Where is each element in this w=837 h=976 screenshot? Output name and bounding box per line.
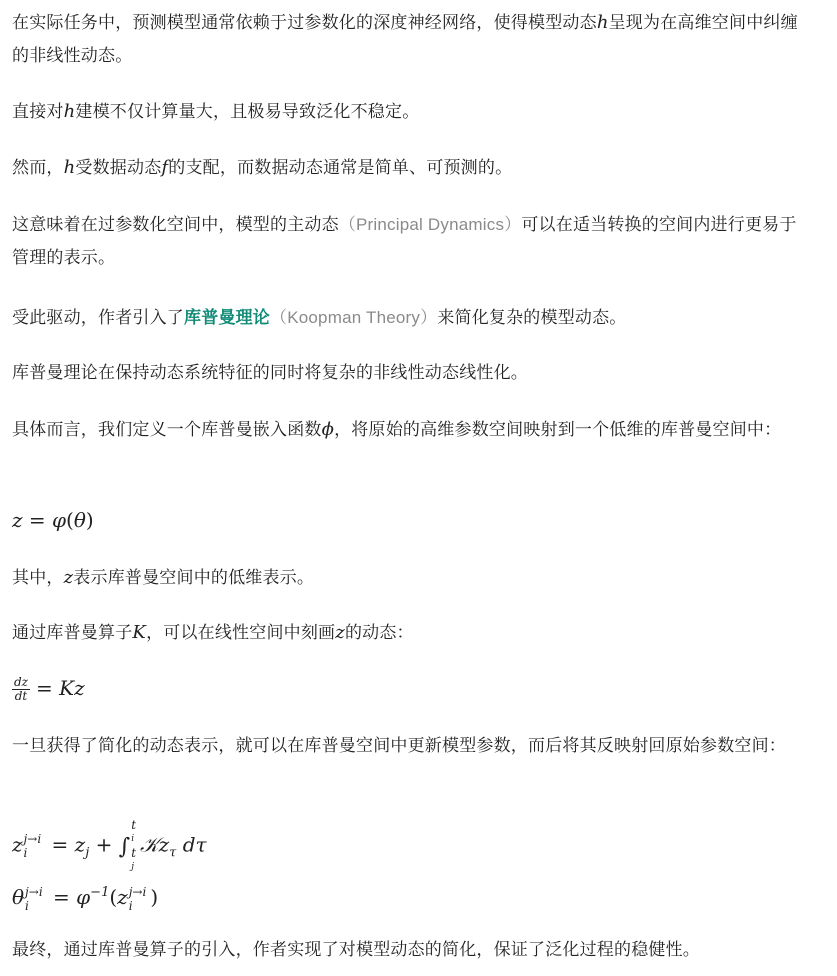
p10-text: 一旦获得了简化的动态表示，就可以在库普曼空间中更新模型参数，而后将其反映射回原始参数空间：: [12, 736, 786, 756]
eq4-arg-indices: [129, 885, 147, 913]
eq4-lhs-sub: i: [25, 898, 29, 913]
p7-text-a: 具体而言，我们定义一个库普曼嵌入函数: [12, 420, 322, 440]
eq4-func-sup: −1: [90, 885, 110, 900]
equation-embedding: [12, 503, 94, 537]
eq1-arg: θ: [73, 508, 86, 532]
p8-text-b: 表示库普曼空间中的低维表示。: [73, 568, 315, 588]
var-h: h: [63, 101, 76, 122]
eq3-operator: 𝒦: [140, 832, 159, 857]
p11-text: 最终，通过库普曼算子的引入，作者实现了对模型动态的简化，保证了泛化过程的稳健性。: [12, 940, 700, 960]
p4-text-a: 这意味着在过参数化空间中，模型的主动态: [12, 215, 339, 235]
eq1-close: ): [85, 508, 94, 532]
p3-text-b: 受数据动态: [75, 158, 162, 178]
eq4-open: (: [109, 885, 118, 909]
eq3-term1-sub: j: [85, 845, 90, 861]
eq3-var: z: [158, 832, 170, 857]
paragraph-2: [12, 95, 812, 129]
eq4-lhs-sup: j→i: [25, 884, 43, 899]
eq4-equals: =: [46, 885, 77, 909]
eq3-term1: z: [74, 832, 86, 857]
eq3-int-upper-sub: i: [131, 834, 135, 844]
p3-text-c: 的支配，而数据动态通常是简单、可预测的。: [168, 158, 513, 178]
highlight-koopman-theory: 库普曼理论: [184, 308, 270, 328]
eq4-close: ): [150, 885, 159, 909]
eq2-numerator: dz: [14, 675, 29, 689]
eq4-lhs: θ: [12, 885, 25, 909]
p3-text-a: 然而，: [12, 158, 64, 178]
p5-text-a: 受此驱动，作者引入了: [12, 308, 184, 328]
integral-sign: ∫: [118, 834, 131, 860]
p1-text-b: 呈现为在高维空间中纠缠的非线性动态。: [12, 13, 798, 66]
eq2-rhs: Kz: [59, 676, 85, 700]
p1-text-a: 在实际任务中，预测模型通常依赖于过参数化的深度神经网络，使得模型动态: [12, 13, 597, 33]
var-h: h: [63, 157, 76, 178]
var-f: f: [161, 157, 169, 178]
eq4-arg-sup: j→i: [128, 884, 147, 899]
eq1-lhs: z: [12, 508, 23, 532]
paragraph-8: [12, 561, 812, 595]
eq1-equals: =: [22, 508, 53, 532]
paragraph-1: [12, 6, 812, 73]
p9-text-a: 通过库普曼算子: [12, 623, 133, 643]
p2-text-a: 直接对: [12, 102, 64, 122]
eq3-lhs: z: [12, 832, 23, 857]
eq3-int-upper-var: t: [131, 818, 137, 832]
p9-text-c: 的动态：: [344, 623, 414, 643]
eq4-arg: z: [117, 885, 128, 909]
eq3-integral-limits: [131, 818, 136, 874]
p4-text-b: 可以在适当转换的空间内进行更易于管理的表示。: [12, 215, 797, 268]
paragraph-10: [12, 730, 817, 763]
eq3-lhs-sup: j→i: [23, 832, 42, 846]
p8-text-a: 其中，: [12, 568, 64, 588]
eq3-lhs-sub: i: [23, 846, 28, 860]
p6-text: 库普曼理论在保持动态系统特征的同时将复杂的非线性动态线性化。: [12, 363, 528, 383]
eq3-equals: =: [45, 832, 75, 857]
eq2-equals: =: [36, 676, 60, 700]
term-principal-dynamics: （Principal Dynamics）: [338, 215, 522, 234]
var-z: z: [63, 567, 74, 588]
paragraph-5: [12, 301, 812, 335]
paragraph-6: [12, 357, 812, 390]
eq4-arg-sub: i: [128, 898, 133, 913]
eq3-var-sub: τ: [169, 845, 177, 861]
var-z: z: [335, 622, 345, 643]
equation-inverse-mapping: [12, 876, 158, 914]
p5-text-b: 来简化复杂的模型动态。: [437, 308, 627, 328]
eq3-lhs-indices: [24, 832, 42, 860]
eq3-int-lower: [131, 846, 136, 874]
eq4-lhs-indices: [25, 885, 43, 913]
p7-text-b: ，将原始的高维参数空间映射到一个低维的库普曼空间中：: [334, 420, 782, 440]
term-koopman-theory: （Koopman Theory）: [270, 308, 438, 327]
eq1-func: φ: [52, 508, 67, 532]
var-phi: ϕ: [321, 419, 335, 440]
eq3-plus: +: [89, 832, 119, 857]
eq3-int-lower-sub: j: [131, 862, 134, 872]
eq4-func: φ: [76, 885, 91, 909]
eq2-denominator: dt: [14, 689, 28, 703]
paragraph-7: [12, 413, 812, 447]
eq3-int-upper: [131, 818, 136, 846]
eq3-int-lower-var: t: [131, 846, 137, 860]
paragraph-9: [12, 616, 812, 650]
eq1-open: (: [66, 508, 74, 532]
var-h: h: [596, 12, 609, 33]
var-K: K: [132, 622, 147, 643]
p2-text-b: 建模不仅计算量大，且极易导致泛化不稳定。: [75, 102, 420, 122]
eq3-diff: dτ: [176, 832, 207, 857]
paragraph-11: [12, 934, 827, 967]
paragraph-4: [12, 208, 812, 275]
equation-dynamics: [12, 671, 85, 705]
paragraph-3: [12, 151, 812, 185]
eq2-fraction: [12, 676, 30, 703]
p9-text-b: ，可以在线性空间中刻画: [146, 623, 336, 643]
equation-koopman-update: [12, 818, 207, 874]
